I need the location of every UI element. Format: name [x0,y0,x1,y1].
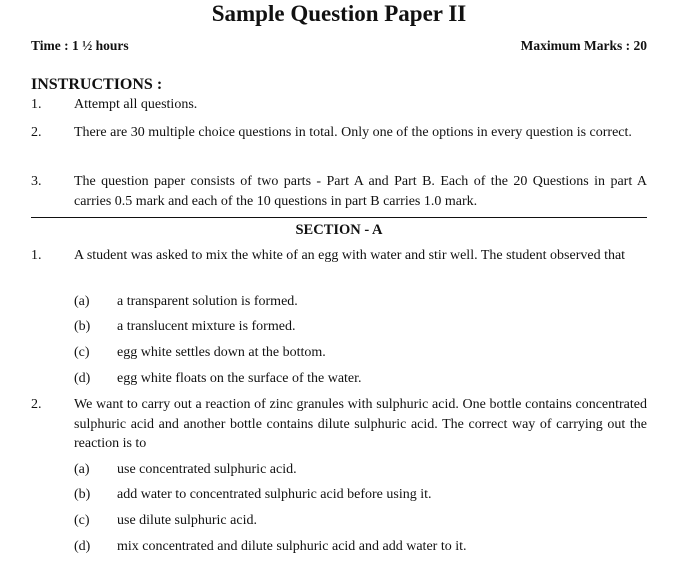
option-text: egg white floats on the surface of the water. [117,371,362,386]
option-text: a transparent solution is formed. [117,294,298,309]
maximum-marks: Maximum Marks : 20 [520,38,647,53]
instruction-text: The question paper consists of two parts - Part A and Part B. Each of the 20 Questions in part A carries 0.5 mark and each of the 10 questions in part B carries 1.0 mark. [74,174,647,209]
option-label: (c) [74,345,90,360]
option-label: (b) [74,319,91,334]
option-label: (a) [74,294,90,309]
divider [31,217,647,218]
instruction-text: There are 30 multiple choice questions in total. Only one of the options in every question is correct. [74,125,632,140]
option-text: use concentrated sulphuric acid. [117,462,297,477]
section-heading: SECTION - A [295,222,383,238]
option-text: use dilute sulphuric acid. [117,513,257,528]
option-label: (d) [74,539,91,554]
page-title: Sample Question Paper II [211,1,467,26]
option-text: egg white settles down at the bottom. [117,345,326,360]
instruction-number: 1. [31,97,42,112]
option-text: add water to concentrated sulphuric acid before using it. [117,487,432,502]
instruction-number: 3. [31,174,42,189]
option-text: mix concentrated and dilute sulphuric acid and add water to it. [117,539,467,554]
option-label: (d) [74,371,91,386]
option-label: (a) [74,462,90,477]
option-label: (c) [74,513,90,528]
instruction-number: 2. [31,125,42,140]
option-text: a translucent mixture is formed. [117,319,296,334]
question-text: A student was asked to mix the white of an egg with water and stir well. The student observed that [74,248,626,263]
question-number: 1. [31,248,42,263]
time-allowed: Time : 1 ½ hours [31,38,129,53]
option-label: (b) [74,487,91,502]
question-number: 2. [31,397,42,412]
instructions-heading: INSTRUCTIONS : [31,76,163,93]
question-text: We want to carry out a reaction of zinc granules with sulphuric acid. One bottle contains concentrated sulphuric acid and another bottle contains dilute sulphuric acid. The correct way of carrying out the reaction is to [74,397,647,451]
instruction-text: Attempt all questions. [74,97,198,112]
